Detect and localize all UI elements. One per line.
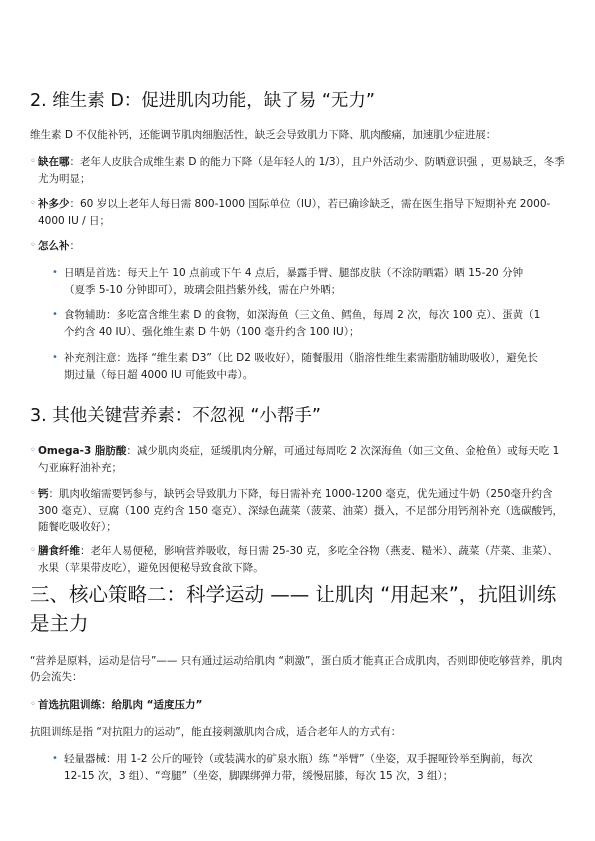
list-item	[30, 697, 565, 714]
item-text: ：老年人易便秘，影响营养吸收，每日需 25-30 克，多吃全谷物（燕麦、糙米）、蔬菜（芹菜、韭菜）、水果（苹果带皮吃），避免因便秘导致食欲下降。	[38, 545, 559, 574]
list-item	[30, 486, 565, 536]
bullet-icon: •	[52, 309, 58, 320]
item-text: ：	[69, 240, 80, 252]
paragraph-resistance-desc: 抗阻训练是指 “对抗阻力的运动”，能直接刺激肌肉合成，适合老年人的方式有：	[30, 726, 402, 738]
section-heading-vitamin-d: 2. 维生素 D：促进肌肉功能，缺了易 “无力”	[30, 91, 375, 111]
sub-list-item	[52, 265, 544, 298]
bullet-icon: •	[52, 352, 58, 363]
sub-item-text: 日晒是首选：每天上午 10 点前或下午 4 点后，暴露手臂、腿部皮肤（不涂防晒霜）晒 15-20 分钟（夏季 5-10 分钟即可），玻璃会阻挡紫外线，需在户外晒；	[64, 267, 524, 296]
bullet-icon: ◦	[30, 198, 36, 209]
item-label: 缺在哪	[38, 156, 70, 168]
item-label: 怎么补	[38, 240, 70, 252]
item-text: ：肌肉收缩需要钙参与，缺钙会导致肌力下降，每日需补充 1000-1200 毫克，优先通过牛奶（250毫升约含 300 毫克）、豆腐（100 克约含 150 毫克）、深绿色蔬菜（菠菜、油菜）摄入，不足部分用钙剂补充（选碳酸钙，随餐吃吸收好）；	[38, 488, 563, 533]
bullet-icon: ◦	[30, 156, 36, 167]
item-text: ：60 岁以上老年人每日需 800-1000 国际单位（IU），若已确诊缺乏，需在医生指导下短期补充 2000-4000 IU / 日；	[38, 198, 551, 227]
list-item	[30, 443, 565, 476]
item-label: 钙	[38, 488, 49, 500]
paragraph-exercise-intro: “营养是原料，运动是信号”—— 只有通过运动给肌肉 “刺激”，蛋白质才能真正合成肌肉，否则即使吃够营养，肌肉仍会流失：	[30, 655, 563, 683]
bullet-icon: •	[52, 267, 58, 278]
sub-item-text: 补充剂注意：选择 “维生素 D3”（比 D2 吸收好），随餐服用（脂溶性维生素需脂肪辅助吸收），避免长期过量（每日超 4000 IU 可能致中毒）。	[64, 352, 538, 381]
item-label: 首选抗阻训练：给肌肉 “适度压力”	[38, 699, 203, 711]
bullet-icon: ◦	[30, 445, 36, 456]
bullet-icon: •	[52, 753, 58, 764]
sub-item-text: 轻量器械：用 1-2 公斤的哑铃（或装满水的矿泉水瓶）练 “举臂”（坐姿，双手握哑铃举至胸前，每次 12-15 次，3 组）、“弯腿”（坐姿，脚踝绑弹力带，缓慢屈膝，每次 15 次，3 组）；	[64, 753, 533, 782]
list-item	[30, 543, 565, 576]
sub-list-item	[52, 751, 544, 784]
bullet-icon: ◦	[30, 240, 36, 251]
item-label: Omega-3 脂肪酸	[38, 445, 127, 457]
list-item	[30, 196, 565, 229]
bullet-icon: ◦	[30, 545, 36, 556]
paragraph-vitamin-d-intro: 维生素 D 不仅能补钙，还能调节肌肉细胞活性，缺乏会导致肌力下降、肌肉酸痛，加速肌少症进展：	[30, 129, 497, 141]
part-heading-exercise: 三、核心策略二：科学运动 —— 让肌肉 “用起来”，抗阻训练是主力	[30, 583, 557, 635]
list-item	[30, 238, 565, 255]
item-text: ：减少肌肉炎症，延缓肌肉分解，可通过每周吃 2 次深海鱼（如三文鱼、金枪鱼）或每天吃 1 勺亚麻籽油补充；	[38, 445, 560, 474]
item-text: ：老年人皮肤合成维生素 D 的能力下降（是年轻人的 1/3），且户外活动少、防晒意识强 ，更易缺乏，冬季尤为明显；	[38, 156, 565, 185]
sub-list-item	[52, 307, 544, 340]
item-label: 膳食纤维	[38, 545, 80, 557]
sub-list-item	[52, 350, 544, 383]
sub-item-text: 食物辅助：多吃富含维生素 D 的食物，如深海鱼（三文鱼、鳕鱼，每周 2 次，每次 100 克）、蛋黄（1 个约含 40 IU）、强化维生素 D 牛奶（100 毫升约含 100 IU）；	[64, 309, 541, 338]
bullet-icon: ◦	[30, 488, 36, 499]
list-item	[30, 154, 565, 187]
section-heading-other-nutrients: 3. 其他关键营养素：不忽视 “小帮手”	[30, 406, 321, 426]
bullet-icon: ◦	[30, 699, 36, 710]
item-label: 补多少	[38, 198, 70, 210]
